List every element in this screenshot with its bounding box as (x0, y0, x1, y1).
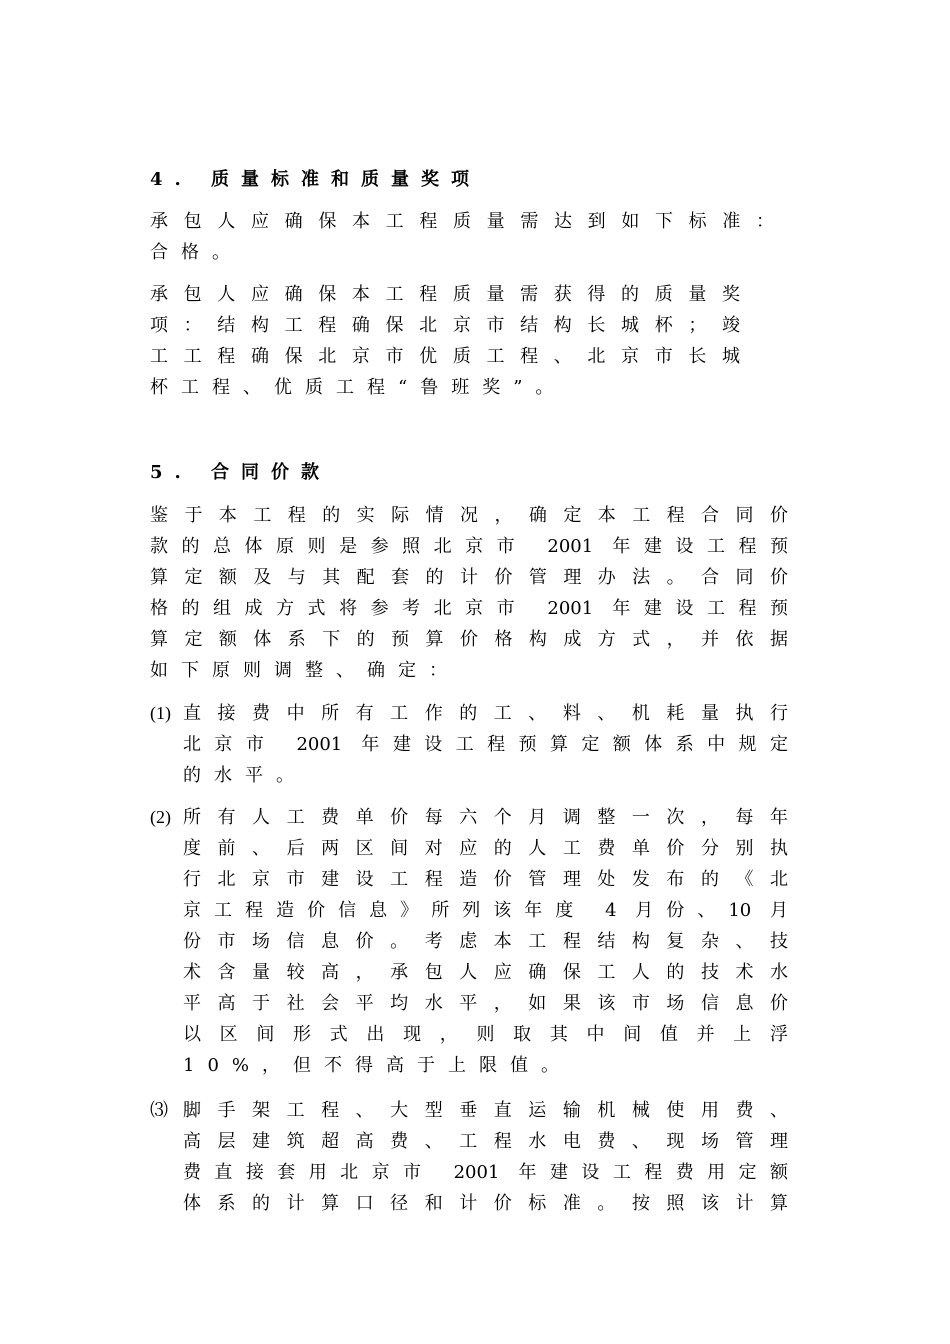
paragraph-line: 算定额及与其配套的计价管理办法。合同价 (150, 567, 788, 588)
paragraph-line: 承包人应确保本工程质量需达到如下标准： (150, 211, 774, 232)
list-item-number: (2) (150, 807, 171, 827)
paragraph-line: 鉴于本工程的实际情况，确定本工程合同价 (150, 505, 788, 526)
paragraph-line: 的水平。 (183, 765, 307, 786)
paragraph-line: 北京市 2001 年建设工程预算定额体系中规定 (183, 734, 788, 755)
list-item-number: (1) (150, 703, 171, 723)
paragraph-line: 行北京市建设工程造价管理处发布的《北 (183, 869, 788, 890)
paragraph-line: 款的总体原则是参照北京市 2001 年建设工程预 (150, 536, 788, 557)
paragraph-line: 费直接套用北京市 2001 年建设工程费用定额 (183, 1162, 788, 1183)
list-item-text (183, 802, 788, 1081)
paragraph-line: 体系的计算口径和计价标准。按照该计算 (183, 1193, 788, 1214)
section-5-intro-paragraph (150, 500, 788, 686)
paragraph-line: 工工程确保北京市优质工程、北京市长城 (150, 346, 740, 367)
paragraph-line: 合格。 (150, 242, 243, 263)
paragraph-line: 杯工程、优质工程“鲁班奖”。 (150, 377, 567, 398)
section-4-heading: 4. 质量标准和质量奖项 (150, 169, 482, 190)
paragraph-line: 京工程造价信息》所列该年度 4 月份、10 月 (183, 900, 788, 921)
paragraph-line: 算定额体系下的预算价格构成方式，并依据 (150, 629, 788, 650)
paragraph-line: 术含量较高，承包人应确保工人的技术水 (183, 962, 788, 983)
paragraph-line: 份市场信息价。考虑本工程结构复杂、技 (183, 931, 788, 952)
paragraph-line: 如下原则调整、确定： (150, 660, 460, 681)
paragraph-line: 所有人工费单价每六个月调整一次，每年 (183, 807, 788, 828)
paragraph-line: 平高于社会平均水平，如果该市场信息价 (183, 993, 788, 1014)
list-item-text (183, 698, 788, 791)
paragraph-line: 高层建筑超高费、工程水电费、现场管理 (183, 1131, 788, 1152)
list-item-number: ⑶ (150, 1100, 168, 1120)
section-4-standard-paragraph (150, 206, 774, 268)
paragraph-line: 格的组成方式将参考北京市 2001 年建设工程预 (150, 598, 788, 619)
paragraph-line: 以区间形式出现，则取其中间值并上浮 (183, 1024, 788, 1045)
paragraph-line: 项：结构工程确保北京市结构长城杯；竣 (150, 315, 740, 336)
paragraph-line: 直接费中所有工作的工、料、机耗量执行 (183, 703, 788, 724)
paragraph-line: 10%，但不得高于上限值。 (183, 1055, 573, 1076)
section-4-award-paragraph (150, 279, 740, 403)
paragraph-line: 承包人应确保本工程质量需获得的质量奖 (150, 284, 740, 305)
list-item-text (183, 1095, 788, 1219)
section-5-heading: 5. 合同价款 (150, 462, 332, 483)
paragraph-line: 脚手架工程、大型垂直运输机械使用费、 (183, 1100, 788, 1121)
paragraph-line: 度前、后两区间对应的人工费单价分别执 (183, 838, 788, 859)
